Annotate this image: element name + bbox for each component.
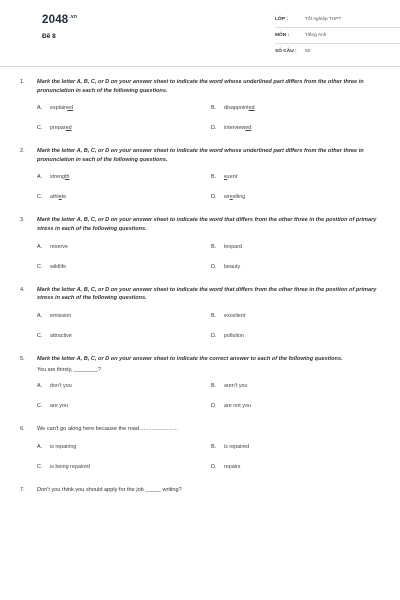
option-letter: B. <box>211 174 217 181</box>
question <box>20 216 380 269</box>
question-line <box>20 147 380 164</box>
option-text: event <box>224 174 238 181</box>
answer-option[interactable] <box>211 464 380 470</box>
question-instruction: Mark the letter A, B, C, or D on your answer sheet to indicate the word that differs from the other three in the position of primary stress in each of the following questions. <box>37 286 377 302</box>
answer-options <box>37 105 380 131</box>
option-text: repairs <box>224 463 241 470</box>
info-row-class: LỚP : Tốt nghiệp THPT <box>275 12 400 28</box>
info-row-question-count: SỐ CÂU : 50 <box>275 49 311 54</box>
option-text: are not you <box>224 403 251 410</box>
answer-option[interactable] <box>211 313 380 319</box>
question-number: 1. <box>20 79 25 85</box>
answer-options <box>37 313 380 339</box>
answer-option[interactable] <box>37 244 211 250</box>
underlined-part: th <box>64 174 70 181</box>
question-instruction: Mark the letter A, B, C, or D on your answer sheet to indicate the word whose underlined part differs from the other three in pronunciation in each of the following questions. <box>37 148 364 163</box>
option-text: disappointed <box>224 105 255 112</box>
site-logo[interactable]: $2048^{.vn}$ <box>42 14 78 26</box>
question <box>20 78 380 131</box>
exam-info-panel <box>275 12 400 59</box>
info-row-subject: MÔN : Tiếng Anh <box>275 28 400 44</box>
answer-option[interactable] <box>37 313 211 319</box>
question-stem: We can't go along here because the road......................... <box>37 426 178 433</box>
option-text: don't you <box>50 383 72 390</box>
option-letter: D. <box>211 332 217 339</box>
question <box>20 147 380 200</box>
question-number: 7. <box>20 486 25 493</box>
option-text: are you <box>50 403 68 410</box>
answer-option[interactable] <box>211 333 380 339</box>
question-number: 5. <box>20 355 25 362</box>
option-letter: A. <box>37 383 43 390</box>
option-text: explained <box>50 105 74 112</box>
option-letter: C. <box>37 125 43 132</box>
answer-option[interactable] <box>37 333 211 339</box>
option-letter: C. <box>37 332 43 339</box>
question-line <box>20 78 380 95</box>
option-letter: A. <box>37 443 43 450</box>
answer-options <box>37 244 380 270</box>
underlined-part: ed <box>248 105 255 112</box>
underlined-part: ed <box>245 125 252 132</box>
answer-option[interactable] <box>37 105 211 111</box>
option-letter: B. <box>211 312 217 319</box>
answer-option[interactable] <box>37 464 211 470</box>
answer-option[interactable] <box>211 264 380 270</box>
underlined-part: e <box>58 194 62 201</box>
question-instruction: Mark the letter A, B, C, or D on your answer sheet to indicate the word that differs from the other three in the position of primary stress in each of the following questions. <box>37 217 377 232</box>
option-letter: A. <box>37 174 43 181</box>
option-letter: D. <box>211 463 217 470</box>
question-stem: You are thirsty, ________? <box>37 367 101 374</box>
option-text: is repaired <box>224 443 250 450</box>
option-text: strength <box>50 174 70 181</box>
header-divider <box>0 66 400 67</box>
question-line <box>20 286 380 303</box>
exam-header <box>20 0 380 60</box>
question-stem: Don't you think you should apply for the job _____ writing? <box>37 486 182 493</box>
option-letter: B. <box>211 105 217 112</box>
option-text: excellent <box>224 312 246 319</box>
option-text: reserve <box>50 243 68 250</box>
question <box>20 286 380 339</box>
option-text: pollution <box>224 332 245 339</box>
option-letter: D. <box>211 263 217 270</box>
underlined-part: ed <box>65 125 72 132</box>
option-letter: B. <box>211 443 217 450</box>
option-letter: B. <box>211 383 217 390</box>
answer-option[interactable] <box>37 383 211 389</box>
option-text: attractive <box>50 332 72 339</box>
question-number: 3. <box>20 217 25 224</box>
answer-option[interactable] <box>211 444 380 450</box>
underlined-part: e <box>229 194 233 201</box>
option-text: wildlife <box>50 263 67 270</box>
exam-title: Đề 8 <box>42 33 56 40</box>
answer-option[interactable] <box>37 125 211 131</box>
option-text: athlete <box>50 194 67 201</box>
option-text: interviewed <box>224 125 252 132</box>
answer-option[interactable] <box>211 383 380 389</box>
answer-option[interactable] <box>211 194 380 200</box>
question-list <box>20 78 380 495</box>
option-text: is being repaired <box>50 463 90 470</box>
option-letter: D. <box>211 194 217 201</box>
question-line <box>20 216 380 233</box>
question-line <box>20 355 380 364</box>
question-line <box>20 486 380 495</box>
question-line <box>20 425 380 434</box>
answer-option[interactable] <box>37 174 211 180</box>
option-letter: B. <box>211 243 217 250</box>
answer-options <box>37 174 380 200</box>
question-number: 4. <box>20 286 25 293</box>
answer-option[interactable] <box>211 403 380 409</box>
answer-option[interactable] <box>211 105 380 111</box>
option-letter: A. <box>37 243 43 250</box>
question <box>20 355 380 410</box>
option-text: leopard <box>224 243 242 250</box>
option-text: wrestling <box>224 194 246 201</box>
option-letter: C. <box>37 403 43 410</box>
question-number: 2. <box>20 148 25 155</box>
underlined-part: e <box>224 174 227 181</box>
answer-option[interactable] <box>37 194 211 200</box>
question-number: 6. <box>20 426 25 433</box>
question-instruction: Mark the letter A, B, C, or D on your answer sheet to indicate the correct answer to each of the following questions. <box>37 355 343 362</box>
answer-option[interactable] <box>37 444 211 450</box>
option-text: prepared <box>50 125 72 132</box>
answer-options <box>37 383 380 409</box>
option-letter: D. <box>211 125 217 132</box>
question <box>20 486 380 495</box>
answer-option[interactable] <box>37 403 211 409</box>
option-letter: A. <box>37 312 43 319</box>
option-text: aren't you <box>224 383 248 390</box>
answer-option[interactable] <box>37 264 211 270</box>
answer-option[interactable] <box>211 174 380 180</box>
underlined-part: ed <box>67 105 74 112</box>
option-text: emission <box>50 312 72 319</box>
answer-option[interactable] <box>211 125 380 131</box>
option-letter: C. <box>37 194 43 201</box>
option-letter: D. <box>211 403 217 410</box>
option-letter: C. <box>37 463 43 470</box>
option-text: is repairing <box>50 443 77 450</box>
option-letter: A. <box>37 105 43 112</box>
option-text: beauty <box>224 263 241 270</box>
answer-options <box>37 444 380 470</box>
question <box>20 425 380 470</box>
question-instruction: Mark the letter A, B, C, or D on your answer sheet to indicate the word whose underlined part differs from the other three in pronunciation in each of the following questions. <box>37 79 364 94</box>
answer-option[interactable] <box>211 244 380 250</box>
option-letter: C. <box>37 263 43 270</box>
